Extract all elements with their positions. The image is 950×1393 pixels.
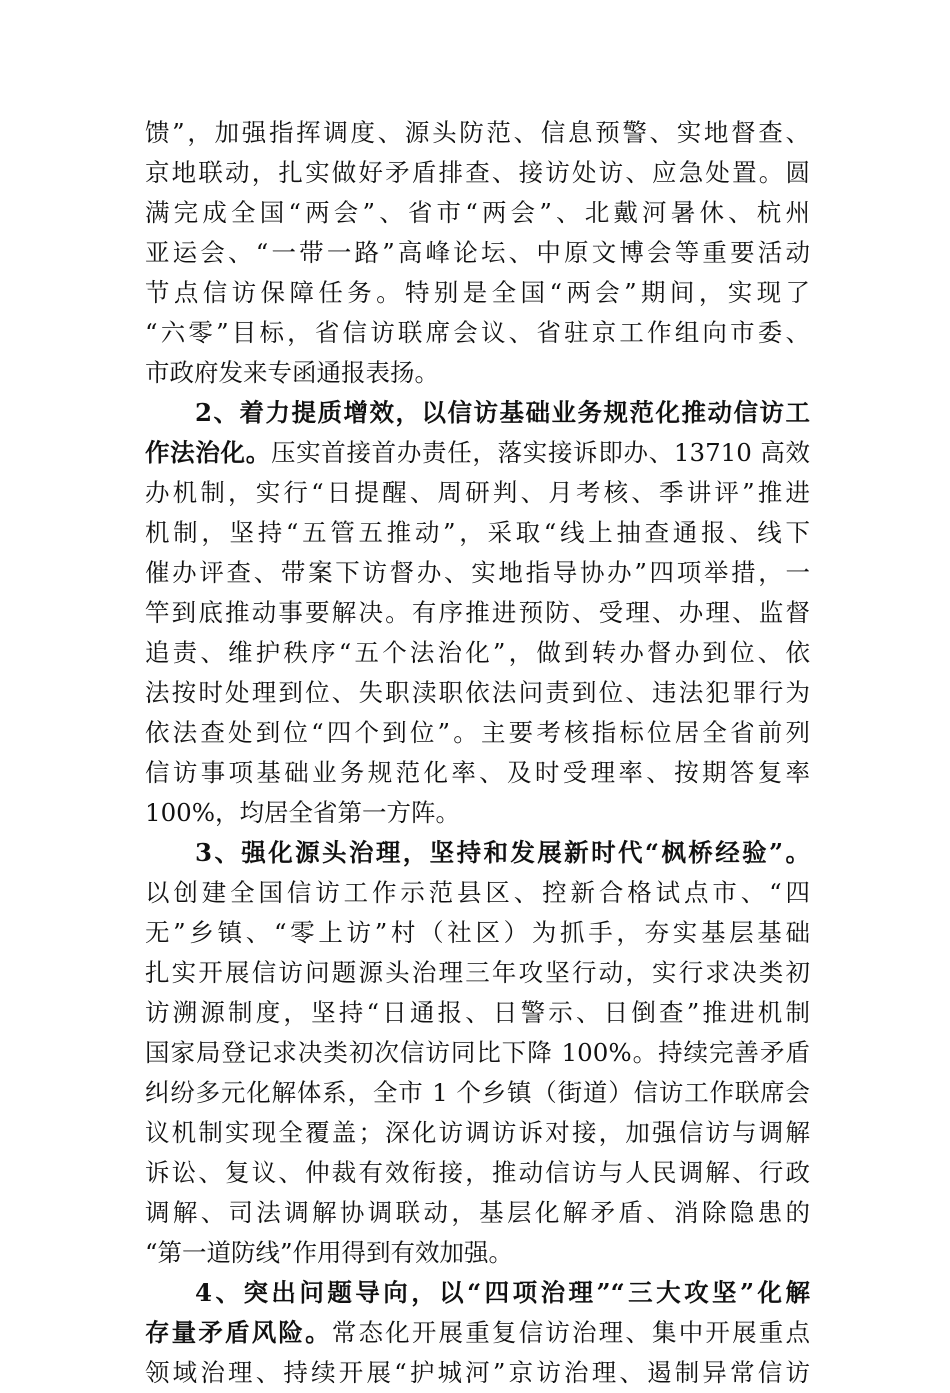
line-text: 依法查处到位“四个到位”。主要考核指标位居全省前列 [145,718,810,747]
line-text: 法按时处理到位、失职渎职依法问责到位、违法犯罪行为 [145,678,810,707]
text-line [145,633,810,673]
line-text: 京地联动，扎实做好矛盾排查、接访处访、应急处置。圆 [145,158,810,187]
line-text: “六零”目标，省信访联席会议、省驻京工作组向市委、 [145,318,810,347]
text-line [145,473,810,513]
section-heading-line [145,393,810,433]
line-text: 竿到底推动事要解决。有序推进预防、受理、办理、监督 [145,598,810,627]
line-text: 馈”，加强指挥调度、源头防范、信息预警、实地督查、 [145,118,810,147]
line-text: 常态化开展重复信访治理、集中开展重点 [331,1318,810,1347]
text-line [145,953,810,993]
paragraph-4 [145,1273,810,1393]
line-text: 调解、司法调解协调联动，基层化解矛盾、消除隐患的 [145,1198,810,1227]
line-text: 信访事项基础业务规范化率、及时受理率、按期答复率 [145,758,810,787]
text-line [145,713,810,753]
text-line [145,753,810,793]
line-text: 市政府发来专函通报表扬。 [145,358,439,387]
line-text: 诉讼、复议、仲裁有效衔接，推动信访与人民调解、行政 [145,1158,810,1187]
text-line [145,193,810,233]
line-text: 追责、维护秩序“五个法治化”，做到转办督办到位、依 [145,638,810,667]
line-text: 领域治理、持续开展“护城河”京访治理、遏制异常信访 [145,1358,810,1387]
line-text: 以创建全国信访工作示范县区、控新合格试点市、“四 [145,878,810,907]
text-line [145,593,810,633]
text-line [145,513,810,553]
section-heading-line [145,1273,810,1313]
text-line [145,1153,810,1193]
text-line [145,433,810,473]
paragraph-2 [145,393,810,833]
text-line [145,1193,810,1233]
text-line [145,913,810,953]
line-text: “第一道防线”作用得到有效加强。 [145,1238,514,1267]
section-heading: 4、突出问题导向，以“四项治理”“三大攻坚”化解 [195,1278,810,1307]
section-heading: 3、强化源头治理，坚持和发展新时代“枫桥经验”。 [195,838,810,867]
document-page [145,113,810,1393]
paragraph-3 [145,833,810,1273]
line-text: 满完成全国“两会”、省市“两会”、北戴河暑休、杭州 [145,198,810,227]
text-line [145,1073,810,1113]
text-line [145,233,810,273]
section-heading: 存量矛盾风险。 [145,1318,332,1347]
text-line [145,873,810,913]
line-text: 亚运会、“一带一路”高峰论坛、中原文博会等重要活动 [145,238,810,267]
text-line [145,353,810,393]
line-text: 100%，均居全省第一方阵。 [145,798,461,827]
line-text: 办机制，实行“日提醒、周研判、月考核、季讲评”推进 [145,478,810,507]
text-line [145,1353,810,1393]
text-line [145,553,810,593]
line-text: 纠纷多元化解体系，全市 1 个乡镇（街道）信访工作联席会 [145,1078,810,1107]
line-text: 催办评查、带案下访督办、实地指导协办”四项举措，一 [145,558,810,587]
line-text: 机制，坚持“五管五推动”，采取“线上抽查通报、线下 [145,518,810,547]
text-line [145,673,810,713]
text-line [145,1313,810,1353]
line-text: 节点信访保障任务。特别是全国“两会”期间，实现了 [145,278,810,307]
text-line [145,1113,810,1153]
section-heading: 2、着力提质增效，以信访基础业务规范化推动信访工 [195,398,810,427]
text-line [145,793,810,833]
text-line [145,1233,810,1273]
text-line [145,1033,810,1073]
line-text: 议机制实现全覆盖；深化访调访诉对接，加强信访与调解 [145,1118,810,1147]
line-text: 访溯源制度，坚持“日通报、日警示、日倒查”推进机制 [145,998,810,1027]
text-line [145,993,810,1033]
text-line [145,273,810,313]
text-line [145,113,810,153]
section-heading: 作法治化。 [145,438,271,467]
line-text: 压实首接首办责任，落实接诉即办、13710 高效 [270,438,810,467]
section-heading-line [145,833,810,873]
paragraph-1 [145,113,810,393]
line-text: 无”乡镇、“零上访”村（社区）为抓手，夯实基层基础 [145,918,810,947]
text-line [145,153,810,193]
text-line [145,313,810,353]
line-text: 扎实开展信访问题源头治理三年攻坚行动，实行求决类初 [145,958,810,987]
line-text: 国家局登记求决类初次信访同比下降 100%。持续完善矛盾 [145,1038,810,1067]
